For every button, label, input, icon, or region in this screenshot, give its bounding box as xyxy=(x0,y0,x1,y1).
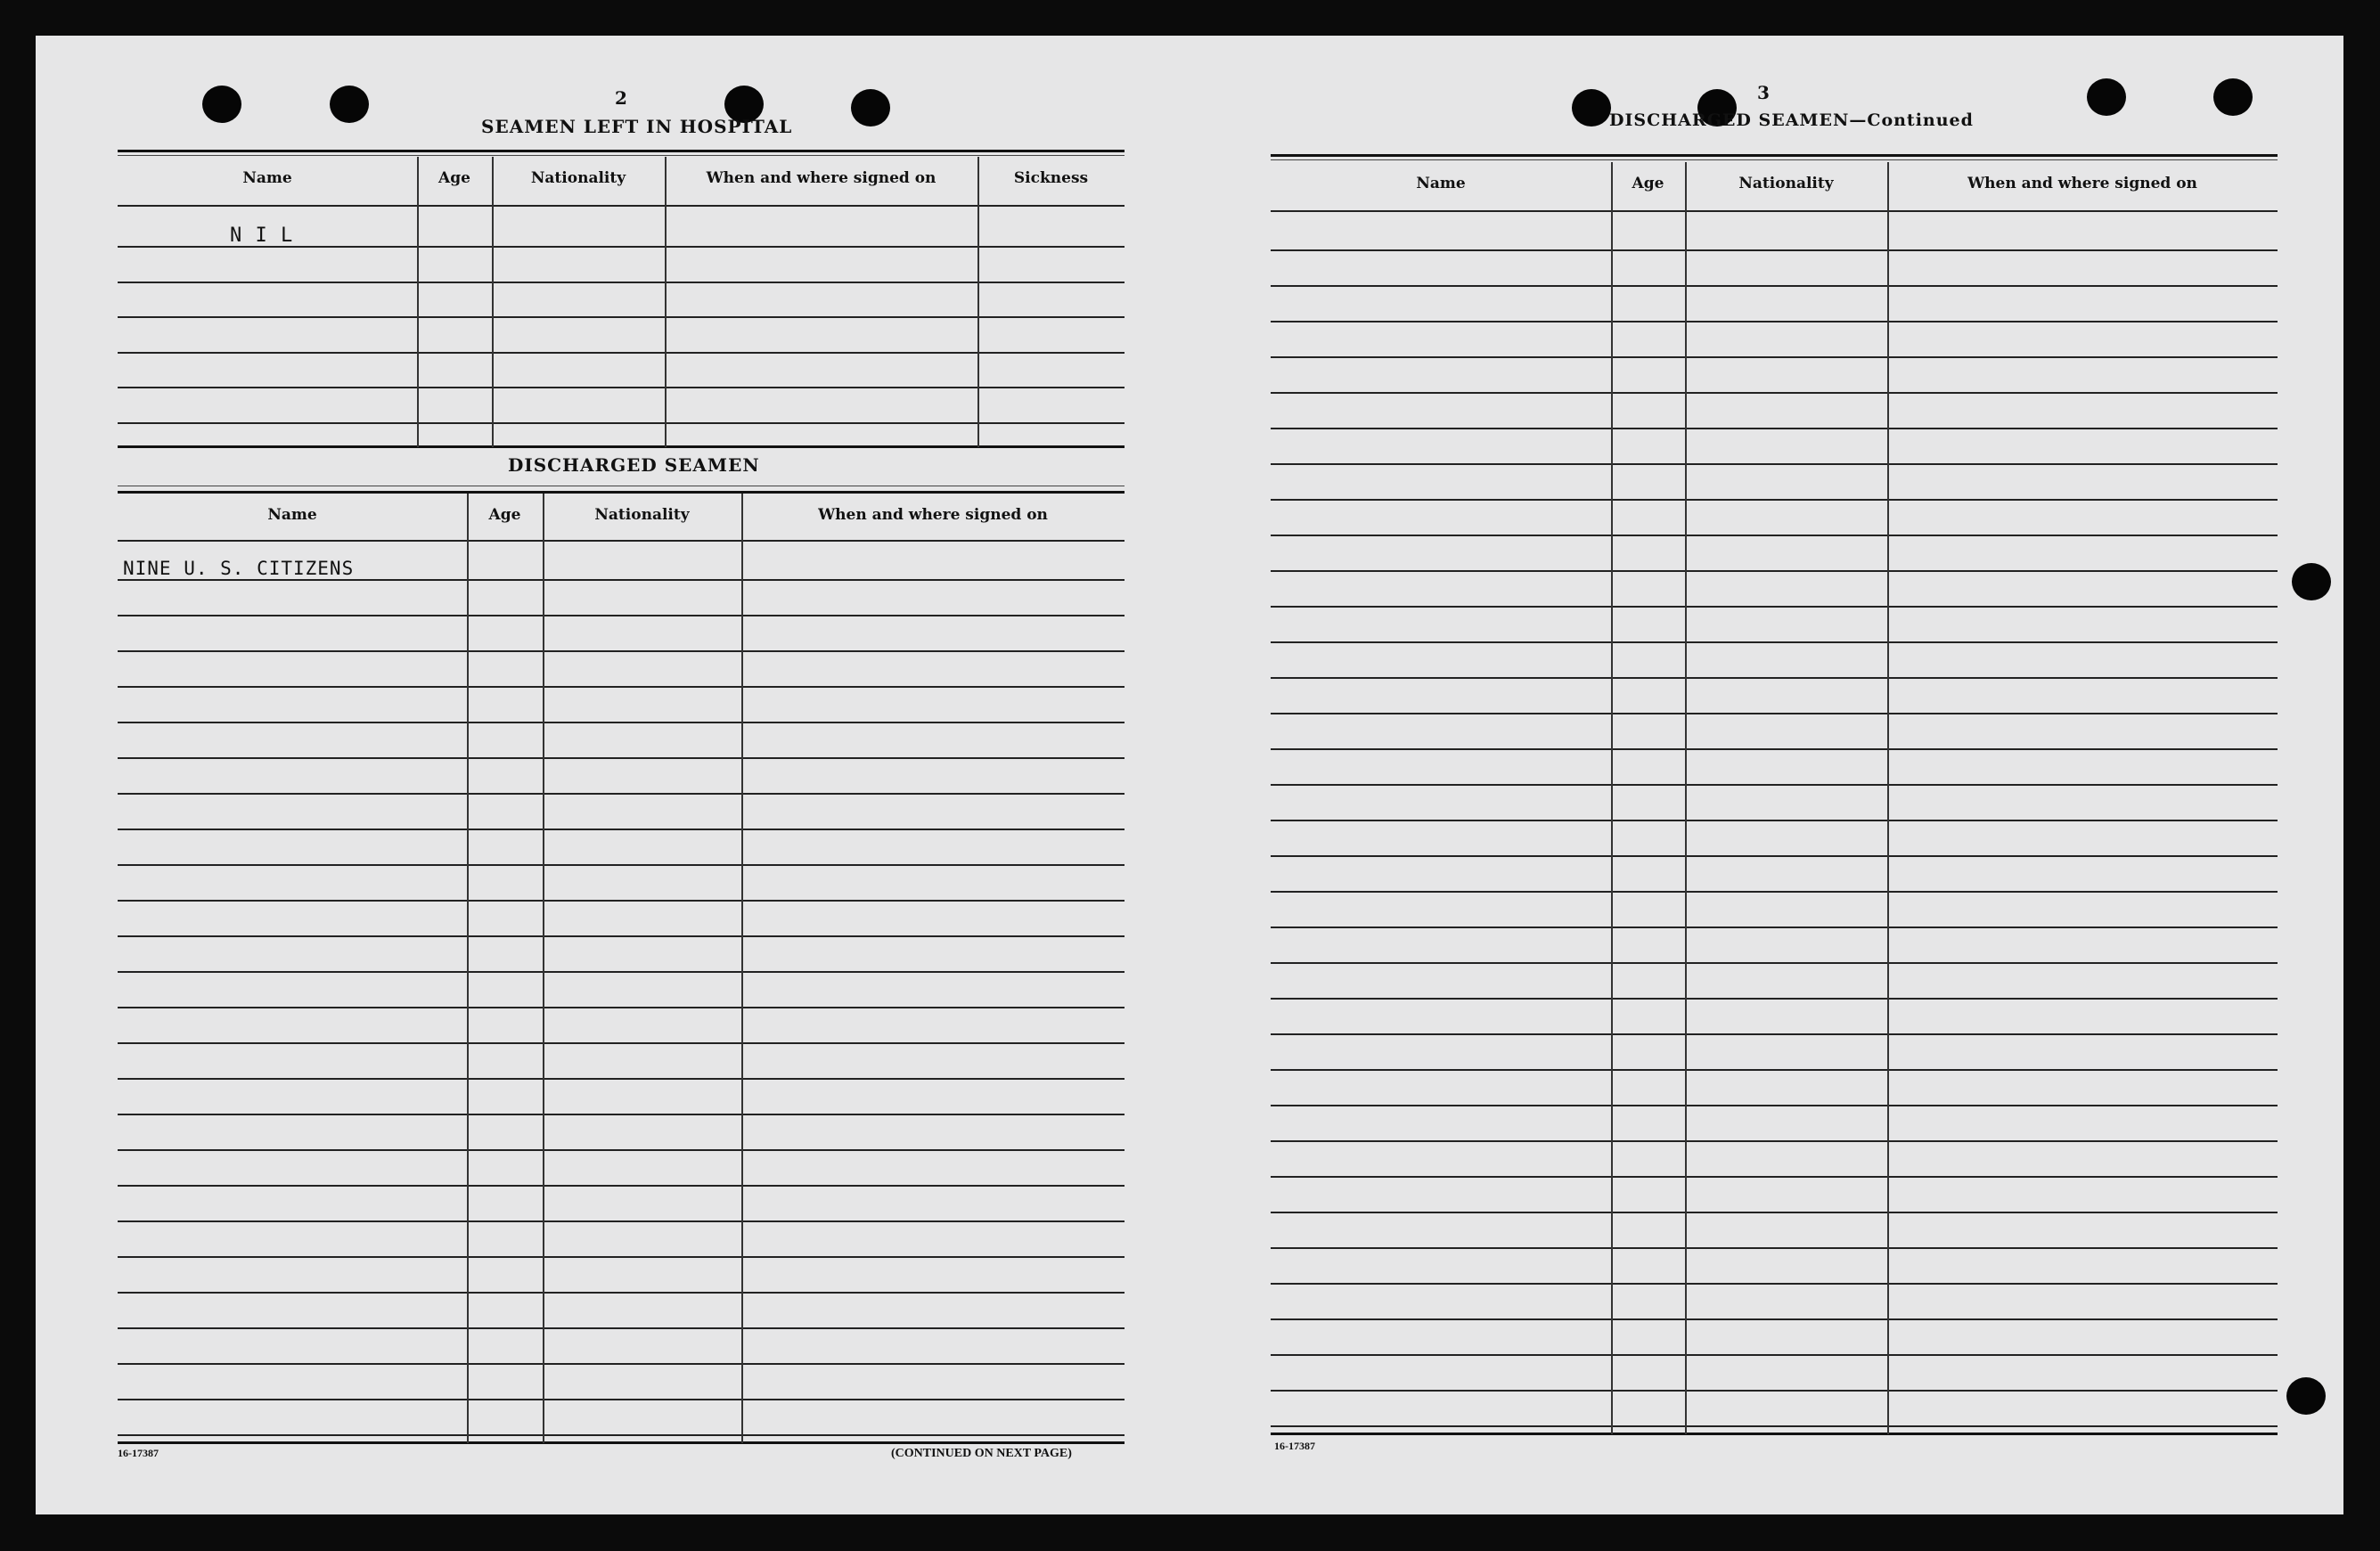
hospital-section-title: SEAMEN LEFT IN HOSPITAL xyxy=(481,116,793,137)
row-line xyxy=(118,1149,1125,1151)
row-line xyxy=(118,422,1125,424)
discharged-continued-title: DISCHARGED SEAMEN—Continued xyxy=(1609,110,1974,130)
column-header: Name xyxy=(242,169,292,187)
row-line xyxy=(118,1220,1125,1222)
punch-hole xyxy=(851,89,890,127)
row-line xyxy=(1271,891,2278,893)
row-line xyxy=(1271,606,2278,608)
column-header: When and where signed on xyxy=(1967,175,2197,192)
header-rule xyxy=(118,540,1125,542)
column-header: Sickness xyxy=(1013,169,1089,187)
form-number: 16-17387 xyxy=(118,1447,159,1459)
row-line xyxy=(1271,321,2278,322)
column-header: Nationality xyxy=(594,506,690,524)
row-line xyxy=(1271,820,2278,821)
row-line xyxy=(1271,1283,2278,1285)
row-line xyxy=(118,282,1125,283)
row-line xyxy=(1271,1140,2278,1142)
punch-hole xyxy=(2292,563,2331,600)
row-line xyxy=(1271,713,2278,714)
row-line xyxy=(1271,641,2278,643)
header-rule xyxy=(118,205,1125,207)
right-top-rule-2 xyxy=(1271,159,2278,160)
row-line xyxy=(1271,1425,2278,1427)
row-line xyxy=(1271,1354,2278,1356)
row-line xyxy=(1271,463,2278,465)
column-divider xyxy=(467,494,469,1443)
row-line xyxy=(118,864,1125,866)
row-line xyxy=(118,900,1125,902)
row-line xyxy=(118,579,1125,581)
column-divider xyxy=(977,157,979,447)
row-line xyxy=(118,1434,1125,1436)
hospital-top-rule-2 xyxy=(118,155,1125,156)
discharged-top-rule-2 xyxy=(118,491,1125,494)
row-line xyxy=(1271,1390,2278,1392)
punch-hole xyxy=(1572,89,1611,127)
row-line xyxy=(1271,285,2278,287)
column-header: When and where signed on xyxy=(706,169,936,187)
row-line xyxy=(118,686,1125,688)
row-line xyxy=(1271,784,2278,786)
column-header: Nationality xyxy=(530,169,626,187)
column-header: When and where signed on xyxy=(818,506,1048,524)
row-line xyxy=(118,1007,1125,1008)
document-sheet xyxy=(36,36,2343,1514)
column-header: Name xyxy=(1416,175,1466,192)
right-top-rule xyxy=(1271,154,2278,157)
page-number: 3 xyxy=(1757,82,1770,103)
row-line xyxy=(118,1363,1125,1365)
column-divider xyxy=(1887,162,1889,1434)
column-divider xyxy=(1685,162,1687,1434)
continued-note: (CONTINUED ON NEXT PAGE) xyxy=(891,1447,1072,1460)
row-line xyxy=(1271,1176,2278,1178)
row-line xyxy=(118,1078,1125,1080)
row-line xyxy=(118,1399,1125,1400)
row-line xyxy=(118,1114,1125,1115)
punch-hole xyxy=(2286,1377,2326,1415)
row-line xyxy=(118,316,1125,318)
column-header: Age xyxy=(438,169,470,187)
row-line xyxy=(1271,855,2278,857)
punch-hole xyxy=(2087,78,2126,116)
column-divider xyxy=(1611,162,1613,1434)
column-divider xyxy=(492,157,494,447)
row-line xyxy=(1271,1318,2278,1320)
row-line xyxy=(118,829,1125,830)
table-bottom-rule xyxy=(1271,1433,2278,1435)
page-number: 2 xyxy=(615,87,627,109)
row-line xyxy=(118,1256,1125,1258)
row-line xyxy=(1271,249,2278,251)
row-line xyxy=(118,1327,1125,1329)
column-header: Name xyxy=(267,506,317,524)
row-line xyxy=(1271,499,2278,501)
row-line xyxy=(118,935,1125,937)
hospital-top-rule xyxy=(118,150,1125,152)
row-line xyxy=(1271,535,2278,536)
row-line xyxy=(118,1185,1125,1187)
row-line xyxy=(1271,927,2278,928)
row-line xyxy=(1271,1247,2278,1249)
row-line xyxy=(1271,1069,2278,1071)
hospital-entry: N I L xyxy=(230,224,294,247)
row-line xyxy=(118,1042,1125,1044)
row-line xyxy=(1271,392,2278,394)
row-line xyxy=(1271,748,2278,750)
row-line xyxy=(118,722,1125,723)
column-divider xyxy=(741,494,743,1443)
column-header: Nationality xyxy=(1738,175,1834,192)
punch-hole xyxy=(202,86,241,123)
row-line xyxy=(118,1292,1125,1294)
header-rule xyxy=(1271,210,2278,212)
row-line xyxy=(118,650,1125,652)
punch-hole xyxy=(2213,78,2253,116)
row-line xyxy=(118,971,1125,973)
table-bottom-rule xyxy=(118,1441,1125,1444)
column-header: Age xyxy=(1632,175,1664,192)
form-number: 16-17387 xyxy=(1274,1440,1315,1452)
column-divider xyxy=(665,157,667,447)
row-line xyxy=(1271,1033,2278,1035)
column-divider xyxy=(543,494,544,1443)
table-bottom-rule xyxy=(118,445,1125,448)
row-line xyxy=(1271,428,2278,429)
discharged-entry: NINE U. S. CITIZENS xyxy=(123,558,355,579)
row-line xyxy=(1271,998,2278,1000)
row-line xyxy=(118,352,1125,354)
row-line xyxy=(118,757,1125,759)
discharged-section-title: DISCHARGED SEAMEN xyxy=(508,454,760,476)
row-line xyxy=(1271,962,2278,964)
row-line xyxy=(118,615,1125,616)
punch-hole xyxy=(330,86,369,123)
row-line xyxy=(1271,356,2278,358)
row-line xyxy=(1271,1212,2278,1213)
column-header: Age xyxy=(488,506,521,524)
column-divider xyxy=(417,157,419,447)
row-line xyxy=(1271,677,2278,679)
row-line xyxy=(118,793,1125,795)
row-line xyxy=(118,387,1125,388)
row-line xyxy=(1271,570,2278,572)
row-line xyxy=(1271,1105,2278,1106)
